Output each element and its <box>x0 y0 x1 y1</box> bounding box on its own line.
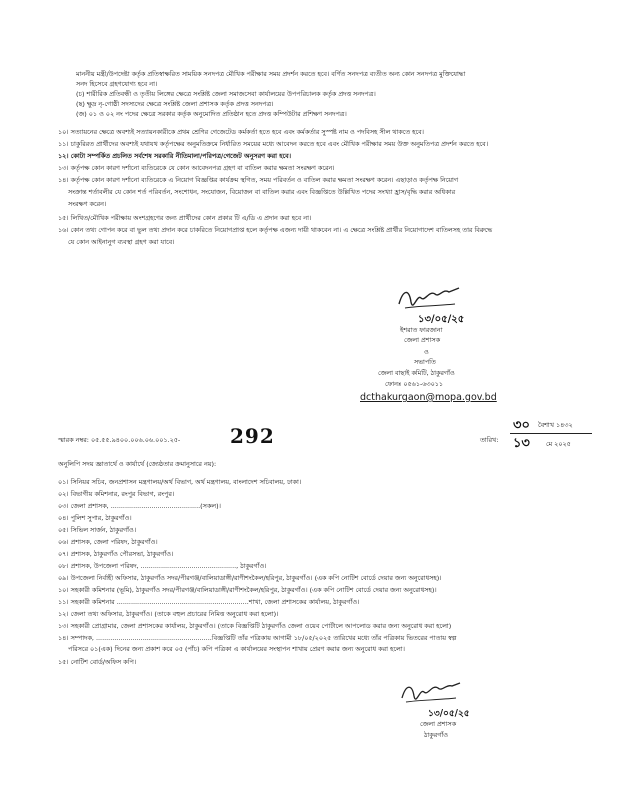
clause-14-line3: সংরক্ষণ করেন। <box>68 200 107 208</box>
text-line: (চ) শারীরিক প্রতিবন্ধী ও তৃতীয় লিঙ্গের ক্ষেত্রে সংশ্লিষ্ট জেলা সমাজসেবা কার্যালয়ের উপপরিচালক কর্তৃক প্রদত্ত সনদপত্র। <box>76 90 376 98</box>
text-line: (জ) ০১ ও ০২ নং পদের ক্ষেত্রে সরকার কর্তৃক অনুমোদিত প্রতিষ্ঠান হতে প্রদত্ত কম্পিউটার প্রশিক্ষণ সনদপত্র। <box>76 110 347 118</box>
copy-item: ০৪। পুলিশ সুপার, ঠাকুরগাঁও। <box>58 514 132 522</box>
signatory-title: জেলা প্রশাসক <box>404 336 441 344</box>
memo-date-day-english: ১৩ <box>513 436 530 451</box>
clause-11: ১১। চাকুরিরত প্রার্থীদের অবশ্যই যথাযথ কর্তৃপক্ষের অনুমতিক্রমে নির্ধারিত সময়ের মধ্যে আবেদন করতে হবে এবং মৌখিক পরীক্ষার সময় উক্ত অনুমতিপত্র প্রদর্শন করতে হবে। <box>58 140 489 148</box>
text-line: মাননীয় মন্ত্রী/উপদেষ্টা কর্তৃক প্রতিস্বাক্ষরিত সাময়িক সনদপত্র মৌখিক পরীক্ষার সময় প্রদর্শন করতে হবে। বর্ণিত সনদপত্র ব্যতীত অন্য কোন সনদপত্র মুক্তিযোদ্ধা <box>76 70 466 78</box>
copy-item: ১৩। সহকারী প্রোগ্রামার, জেলা প্রশাসকের কার্যালয়, ঠাকুরগাঁও। (তাকে বিজ্ঞপ্তিটি ঠাকুরগাঁও জেলা ওয়েব পোর্টালে আপলোড করার জন্য অনুরোধ করা হলো) <box>58 622 452 630</box>
signatory-name: ইশরাত ফারজানা <box>400 326 443 334</box>
clause-12: ১২। কোটা সম্পর্কিত প্রচলিত সর্বশেষ সরকারি নীতিমালা/পরিপত্র/গেজেট অনুসরণ করা হবে। <box>58 152 292 160</box>
clause-15: ১৫। লিখিত/মৌখিক পরীক্ষায় অংশগ্রহণের জন্য প্রার্থীদের কোন প্রকার টি এ/ডি এ প্রদান করা হবে না। <box>58 214 312 222</box>
copy-item: ০৩। জেলা প্রশাসক, ............................................(সকল)। <box>58 502 221 510</box>
copy-item: ০৫। সিভিল সার্জন, ঠাকুরগাঁও। <box>58 526 137 534</box>
memo-number-label: স্মারক নম্বর: ০৫.৫৫.৯৪০০.০০৬.০৬.০০১.২৫- <box>58 436 181 444</box>
copy-item-continuation: পরিসরে ০১(এক) দিনের জন্য প্রকাশ করে ০৫ (পাঁচ) কপি পত্রিকা এ কার্যালয়ের সংস্থাপন শাখায় প্রেরণ করার জন্য অনুরোধ করা হলো। <box>68 645 405 653</box>
signature-date: ১৩/০৫/২৫ <box>428 709 470 719</box>
memo-date-day-bangla: ৩০ <box>513 418 530 433</box>
copy-item: ১৪। সম্পাদক, .........................................................বিজ্ঞপ্তিটি তাঁর পত্রিকায় আগামী ১৮/০৫/২০২৫ তারিখের মধ্যে তাঁর পত্রিকায় ভিতরের পাতায় স্বল্প <box>58 634 457 642</box>
copy-item: ১৫। নোটিশ বোর্ড/অফিস কপি। <box>58 658 137 666</box>
copies-intro: অনুলিপি সদয় জ্ঞাতার্থে ও কার্যার্থে (জ্যেষ্ঠতার ক্রমানুসারে নয়): <box>58 460 217 468</box>
signature-date: ১৩/০৫/২৫ <box>418 314 465 325</box>
copy-item: ০৭। প্রশাসক, ঠাকুরগাঁও পৌরসভা, ঠাকুরগাঁও। <box>58 550 174 558</box>
copy-item: ০৬। প্রশাসক, জেলা পরিষদ, ঠাকুরগাঁও। <box>58 538 158 546</box>
copy-item: ০৯। উপজেলা নির্বাহী অফিসার, ঠাকুরগাঁও সদর/পীরগঞ্জ/বালিয়াডাঙ্গী/রাণীশংকৈল/হরিপুর, ঠাকুরগাঁও। (এক কপি নোটিশ বোর্ডে দেয়ার জন্য অনুরোধসহ)। <box>58 574 442 582</box>
clause-16-line1: ১৬। কোন তথ্য গোপন করে বা ভুল তথ্য প্রদান করে চাকরিতে নিয়োগপ্রাপ্ত হলে কর্তৃপক্ষ এজন্য দায়ী থাকবেন না। এ ক্ষেত্রে সংশ্লিষ্ট প্রার্থীর নিয়োগাদেশ বাতিলসহ তার বিরুদ্ধে <box>58 226 493 234</box>
clause-13: ১৩। কর্তৃপক্ষ কোন কারণ দর্শানো ব্যতিরেকে যে কোন আবেদনপত্র গ্রহণ বা বাতিল করার ক্ষমতা সংরক্ষণ করেন। <box>58 164 335 172</box>
copy-item: ১০। সহকারী কমিশনার (ভূমি), ঠাকুরগাঁও সদর/পীরগঞ্জ/বালিয়াডাঙ্গী/রাণীশংকৈল/হরিপুর, ঠাকুরগাঁও। (এক কপি নোটিশ বোর্ডে দেয়ার জন্য অনুরোধসহ)। <box>58 586 437 594</box>
signatory-role: সভাপতি <box>414 358 436 366</box>
signatory-and: ও <box>424 348 429 356</box>
signatory-title: জেলা প্রশাসক <box>420 720 457 728</box>
text-line: সনদ হিসেবে গ্রহণযোগ্য হবে না। <box>76 80 158 88</box>
memo-number-handwritten: 292 <box>230 424 275 448</box>
signatory-place: ঠাকুরগাঁও <box>424 731 449 739</box>
clause-10: ১০। সত্যায়নের ক্ষেত্রে অবশ্যই সত্যায়নকারীকে প্রথম শ্রেণির গেজেটেড কর্মকর্তা হতে হবে এবং কর্মকর্তার সুস্পষ্ট নাম ও পদবিসহ সীল থাকতে হবে। <box>58 128 424 136</box>
signatory-committee: জেলা বাছাই কমিটি, ঠাকুরগাঁও <box>378 369 455 377</box>
copy-item: ০৮। প্রশাসক, উপজেলা পরিষদ, ..............................................., ঠাকুরগাঁও। <box>58 562 267 570</box>
text-line: (ছ) ক্ষুদ্র নৃ-গোষ্ঠী সদস্যদের ক্ষেত্রে সংশ্লিষ্ট জেলা প্রশাসক কর্তৃক প্রদত্ত সনদপত্র। <box>76 100 274 108</box>
copy-item: ০১। সিনিয়র সচিব, জনপ্রশাসন মন্ত্রণালয়/অর্থ বিভাগ, অর্থ মন্ত্রণালয়, বাংলাদেশ সচিবালয়, ঢাকা। <box>58 478 302 486</box>
signatory-email: dcthakurgaon@mopa.gov.bd <box>360 392 497 403</box>
memo-date-label: তারিখ: <box>480 436 499 444</box>
memo-date-month-english: মে ২০২৫ <box>546 440 571 448</box>
copy-item: ১১। সহকারী কমিশনার .................................................................শাখা, জেলা প্রশাসকের কার্যালয়, ঠাকুরগাঁও। <box>58 598 360 606</box>
copy-item: ০২। বিভাগীয় কমিশনার, রংপুর বিভাগ, রংপুর। <box>58 490 175 498</box>
memo-date-month-bangla: বৈশাখ ১৪৩২ <box>538 421 573 429</box>
clause-14-line1: ১৪। কর্তৃপক্ষ কোন কারণ দর্শানো ব্যতিরেকে এ নিয়োগ বিজ্ঞপ্তির কার্যক্রম স্থগিত, সময় পরিবর্তন ও বাতিল করার ক্ষমতা সংরক্ষণ করেন। এছাড়াও কর্তৃপক্ষ নিয়োগ <box>58 176 459 184</box>
copy-item: ১২। জেলা তথ্য অফিসার, ঠাকুরগাঁও। (তাকে বহুল প্রচারের নিমিত্ত অনুরোধ করা হলো)। <box>58 610 279 618</box>
clause-16-line2: যে কোন আইনানুগ ব্যবস্থা গ্রহণ করা যাবে। <box>68 238 175 246</box>
clause-14-line2: সংক্রান্ত শর্তাবলীর যে কোন শর্ত পরিবর্তন, সংশোধন, সংযোজন, বিয়োজন বা বাতিল করার এবং বিজ্ঞপ্তিতে উল্লিখিত পদের সংখ্যা হ্রাস/বৃদ্ধি করার অধিকার <box>68 188 456 196</box>
signatory-phone: ফোনঃ ০৫৬১-৬৩০১১ <box>385 380 444 388</box>
